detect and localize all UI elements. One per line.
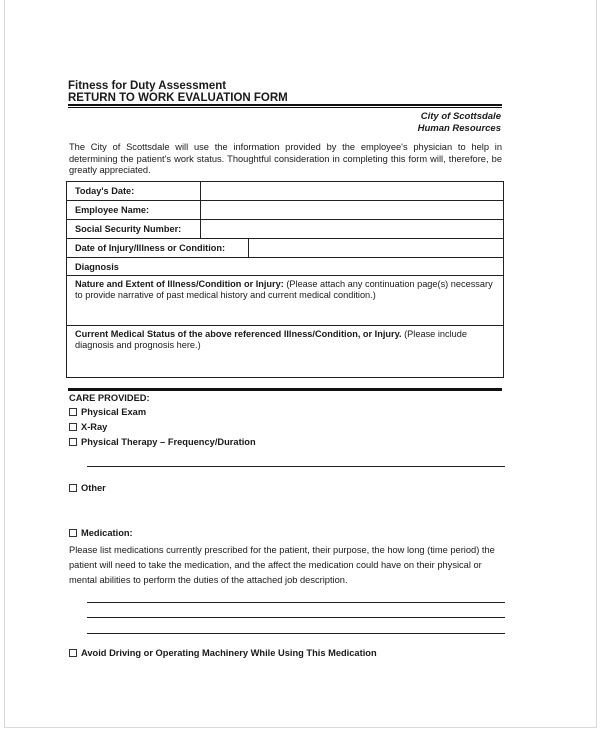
nature-extent-label [67, 276, 503, 325]
option-label: Avoid Driving or Operating Machinery While Using This Medication [81, 648, 377, 658]
option-physical-exam[interactable] [69, 407, 146, 417]
ssn-field[interactable] [200, 220, 503, 238]
organization-name: City of Scottsdale [420, 111, 501, 122]
intro-paragraph: The City of Scottsdale will use the information provided by the employee's physician to help in determining the patient's work status. Thoughtful consideration in completing this form will, therefore, be greatly appreciated. [69, 142, 502, 175]
title-divider-thin [68, 107, 502, 108]
row-injury-date [67, 239, 503, 258]
nature-extent-label-bold: Nature and Extent of Illness/Condition or Injury: [75, 279, 284, 289]
row-employee-name [67, 201, 503, 220]
medication-instructions: Please list medications currently prescribed for the patient, their purpose, the how long (time period) the patient will need to take the medication, and the affect the medication could have on their physical or mental abilities to perform the duties of the attached job description. [69, 545, 495, 585]
organization-block [418, 111, 501, 135]
option-avoid-driving[interactable] [69, 648, 377, 658]
department-name: Human Resources [417, 123, 501, 134]
option-label: X-Ray [81, 422, 108, 432]
form-title: Fitness for Duty Assessment [68, 80, 227, 92]
injury-date-label: Date of Injury/Illness or Condition: [75, 243, 226, 253]
row-current-status[interactable] [67, 326, 503, 377]
current-status-label-note: (Please include diagnosis and prognosis here.) [75, 329, 467, 350]
option-x-ray[interactable] [69, 422, 107, 432]
row-ssn [67, 220, 503, 239]
ssn-label: Social Security Number: [75, 224, 182, 234]
checkbox-icon[interactable] [69, 649, 77, 657]
section-divider [68, 388, 502, 391]
checkbox-icon[interactable] [69, 529, 77, 537]
checkbox-icon[interactable] [69, 423, 77, 431]
row-diagnosis[interactable] [67, 258, 503, 276]
diagnosis-label: Diagnosis [75, 261, 119, 272]
option-label: Other [81, 483, 106, 493]
option-other[interactable] [69, 483, 106, 493]
current-status-label [67, 326, 503, 377]
row-nature-extent[interactable] [67, 276, 503, 326]
employee-info-table [66, 181, 504, 378]
todays-date-label: Today's Date: [75, 186, 135, 196]
care-provided-header: CARE PROVIDED: [69, 393, 150, 403]
option-label: Physical Exam [81, 407, 147, 417]
checkbox-icon[interactable] [69, 408, 77, 416]
form-subtitle: RETURN TO WORK EVALUATION FORM [68, 92, 288, 104]
injury-date-field[interactable] [248, 239, 503, 257]
employee-name-field[interactable] [200, 201, 503, 219]
checkbox-icon[interactable] [69, 484, 77, 492]
medication-write-line-2[interactable] [87, 617, 505, 618]
option-label: Physical Therapy – Frequency/Duration [81, 437, 256, 447]
option-label: Medication: [81, 528, 133, 538]
current-status-label-bold: Current Medical Status of the above referenced Illness/Condition, or Injury. [75, 329, 402, 339]
title-divider [68, 104, 502, 106]
todays-date-field[interactable] [200, 182, 503, 200]
checkbox-icon[interactable] [69, 438, 77, 446]
physical-therapy-write-line[interactable] [87, 466, 505, 467]
option-physical-therapy[interactable] [69, 437, 256, 447]
nature-extent-label-note: (Please attach any continuation page(s) necessary to provide narrative of past medical history and current medical condition.) [75, 279, 493, 300]
row-todays-date [67, 182, 503, 201]
medication-write-line-3[interactable] [87, 633, 505, 634]
medication-write-line-1[interactable] [87, 602, 505, 603]
employee-name-label: Employee Name: [75, 205, 150, 215]
option-medication[interactable] [69, 528, 133, 538]
